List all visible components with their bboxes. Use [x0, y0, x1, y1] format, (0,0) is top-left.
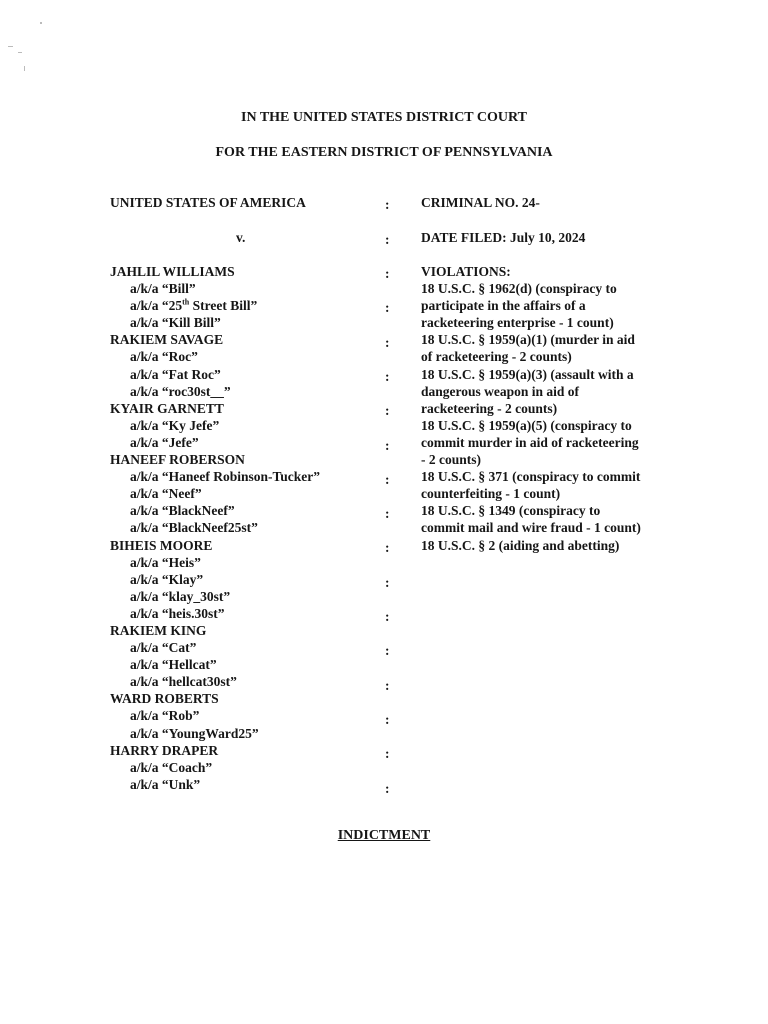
violation-line: dangerous weapon in aid of [421, 383, 580, 399]
defendant-name: KYAIR GARNETT [110, 400, 224, 416]
alias: a/k/a “BlackNeef25st” [130, 520, 258, 536]
alias: a/k/a “Roc” [130, 349, 198, 365]
separator-colon: : [385, 403, 390, 418]
defendant-name: JAHLIL WILLIAMS [110, 264, 235, 279]
separator-colon: : [385, 712, 390, 727]
court-name: IN THE UNITED STATES DISTRICT COURT [241, 110, 527, 125]
alias: a/k/a “Unk” [130, 776, 201, 792]
alias: a/k/a “Ky Jefe” [130, 417, 220, 433]
alias: a/k/a “Neef” [130, 486, 202, 502]
alias: a/k/a “roc30st__” [130, 383, 231, 399]
violation-line: 18 U.S.C. § 1962(d) (conspiracy to [421, 281, 617, 297]
separator-colon: : [385, 678, 390, 693]
violation-line: commit mail and wire fraud - 1 count) [421, 520, 641, 536]
violation-line: 18 U.S.C. § 1959(a)(1) (murder in aid [421, 332, 635, 348]
alias: a/k/a “Cat” [130, 640, 197, 656]
alias: a/k/a “Kill Bill” [130, 315, 221, 331]
violations-heading: VIOLATIONS: [421, 264, 511, 279]
alias: a/k/a “25th Street Bill” [130, 297, 258, 314]
separator-colon: : [385, 506, 390, 521]
alias: a/k/a “Coach” [130, 759, 213, 775]
violation-line: of racketeering - 2 counts) [421, 349, 572, 365]
scan-speck [8, 46, 13, 47]
alias: a/k/a “Haneef Robinson-Tucker” [130, 469, 321, 485]
violation-line: racketeering - 2 counts) [421, 400, 558, 416]
separator-colon: : [385, 266, 390, 281]
alias: a/k/a “Rob” [130, 708, 200, 724]
violation-line: - 2 counts) [421, 452, 481, 468]
versus: v. [236, 230, 246, 245]
violation-line: 18 U.S.C. § 1959(a)(5) (conspiracy to [421, 417, 632, 433]
document-title: INDICTMENT [337, 828, 431, 843]
separator-colon: : [385, 575, 390, 590]
separator-colon: : [385, 609, 390, 624]
violation-line: racketeering enterprise - 1 count) [421, 315, 614, 331]
alias: a/k/a “heis.30st” [130, 605, 225, 621]
violation-line: 18 U.S.C. § 1959(a)(3) (assault with a [421, 366, 634, 382]
defendant-name: WARD ROBERTS [110, 691, 219, 707]
alias: a/k/a “Bill” [130, 281, 196, 297]
violation-line: 18 U.S.C. § 2 (aiding and abetting) [421, 537, 620, 553]
separator-colon: : [385, 472, 390, 487]
violation-line: 18 U.S.C. § 1349 (conspiracy to [421, 503, 601, 519]
violations-block [421, 263, 641, 554]
plaintiff: UNITED STATES OF AMERICA [110, 195, 306, 210]
alias: a/k/a “Klay” [130, 571, 204, 587]
violation-line: commit murder in aid of racketeering [421, 434, 639, 450]
district-name: FOR THE EASTERN DISTRICT OF PENNSYLVANIA [215, 145, 553, 160]
separator-colon: : [385, 438, 390, 453]
separator-colon: : [385, 369, 390, 384]
defendant-name: BIHEIS MOORE [110, 537, 213, 553]
criminal-number: CRIMINAL NO. 24- [421, 195, 540, 210]
scan-speck [40, 22, 42, 24]
alias: a/k/a “Jefe” [130, 434, 199, 450]
separator-colon: : [385, 643, 390, 658]
separator-colon: : [385, 300, 390, 315]
alias: a/k/a “Hellcat” [130, 657, 217, 673]
violation-line: participate in the affairs of a [421, 298, 586, 314]
alias: a/k/a “BlackNeef” [130, 503, 235, 519]
separator-colon: : [385, 335, 390, 350]
defendant-name: HARRY DRAPER [110, 742, 219, 758]
alias: a/k/a “klay_30st” [130, 588, 231, 604]
separator-colon: : [385, 197, 390, 212]
separator-colon: : [385, 232, 390, 247]
violation-line: counterfeiting - 1 count) [421, 486, 561, 502]
defendants-list [110, 263, 320, 793]
violation-line: 18 U.S.C. § 371 (conspiracy to commit [421, 469, 641, 485]
defendant-name: RAKIEM KING [110, 622, 207, 638]
defendant-name: HANEEF ROBERSON [110, 452, 245, 468]
separator-colon: : [385, 781, 390, 796]
date-filed: DATE FILED: July 10, 2024 [421, 230, 586, 245]
separator-colon: : [385, 540, 390, 555]
alias: a/k/a “Fat Roc” [130, 366, 221, 382]
alias: a/k/a “hellcat30st” [130, 674, 237, 690]
separator-colon: : [385, 746, 390, 761]
scan-speck [18, 52, 22, 53]
alias: a/k/a “Heis” [130, 554, 201, 570]
defendant-name: RAKIEM SAVAGE [110, 332, 224, 348]
alias: a/k/a “YoungWard25” [130, 725, 259, 741]
scan-speck [24, 66, 25, 71]
